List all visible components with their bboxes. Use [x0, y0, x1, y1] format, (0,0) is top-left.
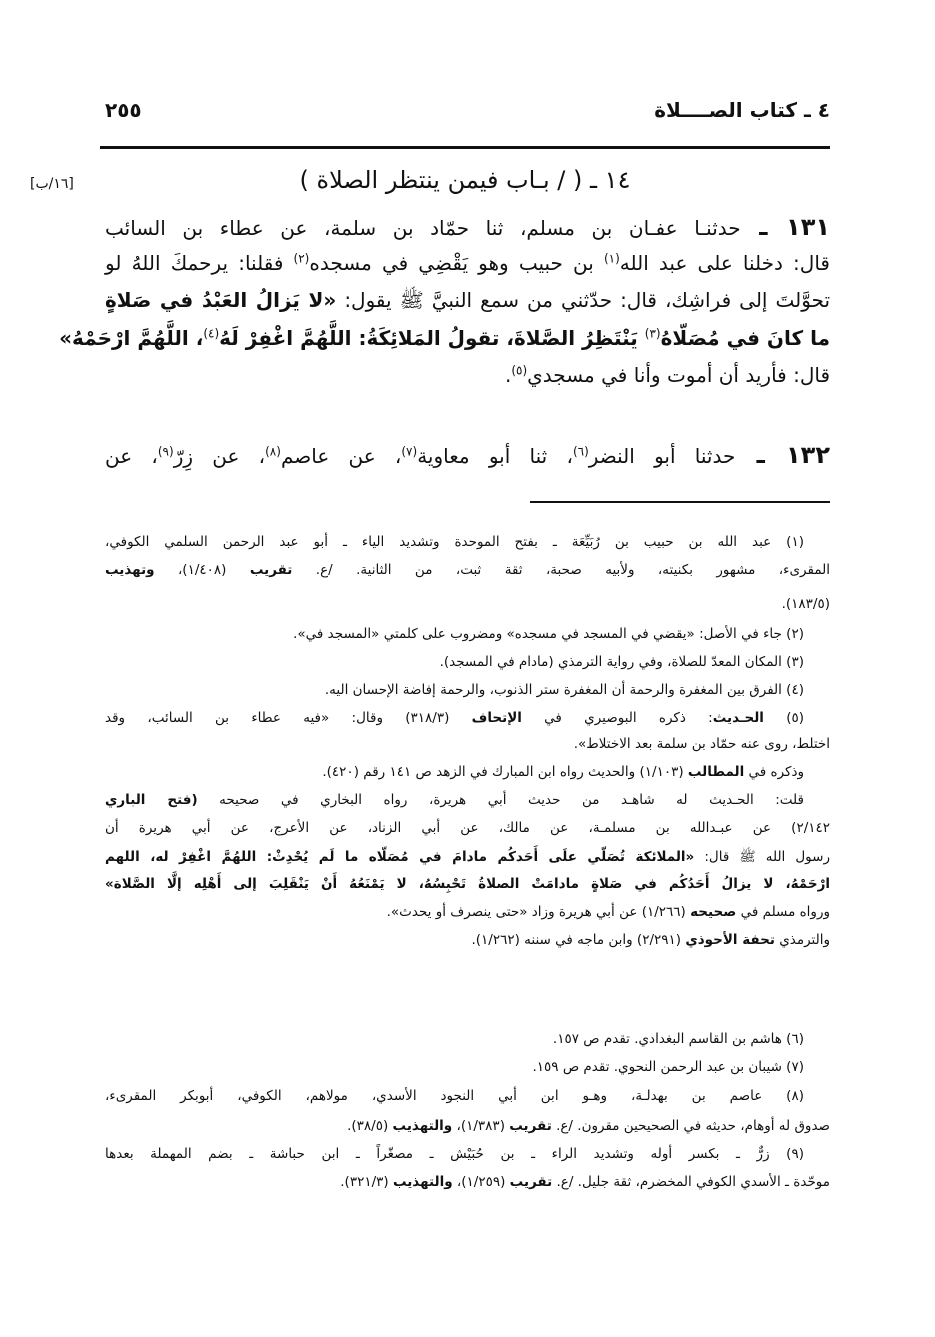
footnote-line	[105, 820, 830, 836]
footnote-line	[105, 596, 830, 612]
text-segment: المطالب	[687, 764, 745, 780]
text-segment: ٢/١٤٢) عن عبـدالله بن مسلمـة، عن مالك، عن أبي الزناد، عن الأعرج، عن أبي هريرة أن	[105, 820, 830, 836]
footnote-ref: (٧)	[401, 444, 418, 459]
page-number: ٢٥٥	[105, 98, 142, 122]
manuscript-folio-marker: [١٦/ب]	[30, 176, 74, 192]
text-segment: (١/٤٠٨)،	[154, 562, 250, 578]
text-segment: حدثنـا عفـان بن مسلم، ثنا حمّاد بن سلمة، عن عطاء بن السائب	[105, 216, 741, 240]
text-segment: (٩) زرٌّ ـ بكسر أوله وتشديد الراء ـ بن حُبَيْش ـ مصغّراً ـ ابن حباشة ـ بضم المهملة بعدها	[105, 1146, 804, 1162]
footnote-ref: (٥)	[511, 363, 528, 378]
footnote-line	[105, 932, 830, 948]
text-segment: صحيحه	[690, 904, 737, 920]
text-segment: وذكره في	[744, 764, 804, 780]
text-segment: تحوَّلتَ إلى فراشِك، قال: حدّثني من سمع النبيَّ ﷺ يقول:	[336, 288, 831, 312]
chapter-title: ١٤ ـ ( / بـاب فيمن ينتظر الصلاة )	[299, 166, 631, 194]
footnote-ref: (٨)	[265, 444, 281, 459]
footnote-line	[105, 764, 830, 780]
footnote-line	[105, 562, 830, 578]
text-segment: المقرىء، مشهور بكنيته، ولأبيه صحبة، ثقة ثبت، من الثانية. /ع.	[292, 562, 830, 578]
text-segment: وتهذيب	[105, 562, 155, 578]
text-segment: (١٨٣/٥).	[781, 596, 830, 612]
text-segment: (٦) هاشم بن القاسم البغدادي. تقدم ص ١٥٧.	[552, 1031, 804, 1047]
text-line	[105, 213, 830, 241]
footnote-line	[105, 1146, 830, 1162]
text-segment: والتهذيب	[392, 1174, 453, 1190]
footnote-ref: (٣)	[644, 326, 661, 341]
footnote-ref: (١)	[603, 251, 620, 266]
text-segment: (١/٢٥٩)،	[452, 1174, 510, 1190]
text-segment: : ذكره البوصيري في	[521, 710, 713, 726]
text-segment: الإتحاف	[471, 710, 522, 726]
text-segment: (١) عبد الله بن حبيب بن رُبَيِّعَة ـ بفتح الموحدة وتشديد الياء ـ أبو عبد الرحمن السلمي الكوفي،	[105, 534, 804, 550]
text-segment: تقريب	[509, 1174, 553, 1190]
running-title: ٤ ـ كتاب الصــــلاة	[654, 98, 830, 122]
footnote-ref: (٤)	[203, 326, 220, 341]
footnote-line	[105, 654, 830, 670]
text-line	[105, 441, 830, 469]
text-segment: صدوق له أوهام، حديثه في الصحيحين مقرون. /ع.	[551, 1118, 830, 1134]
text-segment: (٧) شيبان بن عبد الرحمن النحوي. تقدم ص ١٥٩.	[532, 1059, 804, 1075]
text-segment: تقريب	[509, 1118, 552, 1134]
text-segment: يَنْتَظِرُ الصَّلاةَ، تقولُ المَلائِكَةُ: اللَّهُمَّ اغْفِرْ لَهُ	[219, 326, 645, 350]
text-line	[105, 363, 830, 387]
footnote-line	[105, 710, 830, 726]
text-segment: موحّدة ـ الأسدي الكوفي المخضرم، ثقة جليل. /ع.	[552, 1174, 830, 1190]
text-line	[59, 326, 830, 350]
footnote-line	[105, 626, 830, 642]
text-segment: (٣١٨/٣) وقال: «فيه عطاء بن السائب، وقد	[105, 710, 472, 726]
footnote-separator	[530, 501, 830, 503]
text-segment: والترمذي	[774, 932, 830, 948]
footnote-line	[105, 1059, 830, 1075]
text-segment: «الملائكة تُصَلّي علَى أَحَدكُم مادامَ في مُصَلّاه ما لَم يُحْدِثْ: اللهُمَّ اغْفِرْ له، اللهم	[105, 849, 695, 865]
footnote-ref: (٩)	[157, 444, 174, 459]
footnote-line	[105, 1118, 830, 1134]
text-segment: ، عن عاصم	[280, 444, 402, 468]
text-segment: (فتح الباري	[105, 792, 198, 808]
text-segment: ، ثنا أبو معاوية	[417, 444, 573, 468]
text-line	[105, 288, 830, 317]
text-segment: ما كانَ في مُصَلّاهُ	[660, 326, 830, 350]
text-segment: (١/٣٨٣)،	[452, 1118, 510, 1134]
text-segment: (٣٨/٥).	[347, 1118, 393, 1134]
text-segment: (٢) جاء في الأصل: «يقضي في المسجد في مسجده» ومضروب على كلمتي «المسجد في».	[293, 626, 804, 642]
text-segment: تحفة الأحوذي	[685, 932, 775, 948]
footnote-line	[105, 1174, 830, 1190]
footnote-line	[105, 848, 830, 868]
text-segment: ، عن	[105, 444, 158, 468]
text-segment: .	[504, 363, 512, 387]
footnote-line	[105, 1031, 830, 1047]
footnote-line	[105, 682, 830, 698]
hadith-number: ١٣٢ ـ	[735, 441, 830, 469]
text-segment: تقريب	[249, 562, 293, 578]
footnote-line	[105, 904, 830, 920]
text-segment: (٣) المكان المعدّ للصلاة، وفي رواية الترمذي (مادام في المسجد).	[439, 654, 804, 670]
footnote-ref: (٢)	[293, 251, 310, 266]
text-segment: (٥)	[763, 710, 805, 726]
text-segment: فقلنا: يرحمكَ اللهُ لو	[105, 251, 294, 275]
text-segment: قلت: الحـديث له شاهـد من حديث أبي هريرة، رواه البخاري في صحيحه	[197, 792, 804, 808]
text-segment: (٨) عاصم بن بهدلـة، وهـو ابن أبي النجود الأسدي، مولاهم، الكوفي، أبوبكر المقرىء،	[105, 1088, 804, 1104]
text-segment: ، عن زِرّ	[173, 444, 266, 468]
footnote-line	[105, 736, 830, 752]
text-segment: قال: دخلنا على عبد الله	[619, 251, 830, 275]
text-segment: رسول الله ﷺ قال:	[694, 849, 830, 865]
text-segment: بن حبيب وهو يَقْضِي في مسجده	[309, 251, 604, 275]
text-segment: (٤) الفرق بين المغفرة والرحمة أن المغفرة ستر الذنوب، والرحمة إفاضة الإحسان اليه.	[324, 682, 804, 698]
hadith-number: ١٣١ ـ	[740, 213, 830, 241]
text-segment: (٣٢١/٣).	[340, 1174, 393, 1190]
text-segment: «لا يَزالُ العَبْدُ في صَلاةٍ	[105, 288, 337, 312]
text-segment: الحـديث	[712, 710, 764, 726]
text-segment: (١/٢٦٦) عن أبي هريرة وزاد «حتى ينصرف أو يحدث».	[386, 904, 691, 920]
text-line	[105, 251, 830, 275]
text-segment: اختلط، روى عنه حمّاد بن سلمة بعد الاختلاط».	[573, 736, 830, 752]
text-segment: ورواه مسلم في	[736, 904, 830, 920]
footnote-ref: (٦)	[572, 444, 589, 459]
footnote-line	[105, 534, 830, 550]
header-rule	[100, 146, 830, 149]
text-segment: ، اللَّهُمَّ ارْحَمْهُ»	[59, 326, 204, 350]
text-segment: ارْحَمْهُ، لا يزالُ أَحَدُكُم في صَلاةٍ مادامَتْ الصلاةُ تَحْبِسُهُ، لا يَمْنَعُهُ أَنْ يَنْقَلِبَ إلى أَهْلِه إلَّا الصَّلاة»	[105, 876, 830, 892]
text-segment: قال: فأريد أن أموت وأنا في مسجدي	[527, 363, 830, 387]
text-segment: (٢/٢٩١) وابن ماجه في سننه (١/٢٦٢).	[471, 932, 686, 948]
footnote-line	[105, 792, 830, 808]
footnote-line	[105, 1088, 830, 1104]
text-segment: والتهذيب	[392, 1118, 453, 1134]
footnote-line	[105, 876, 830, 892]
text-segment: حدثنا أبو النضر	[588, 444, 736, 468]
text-segment: (١/١٠٣) والحديث رواه ابن المبارك في الزهد ص ١٤١ رقم (٤٢٠).	[322, 764, 688, 780]
